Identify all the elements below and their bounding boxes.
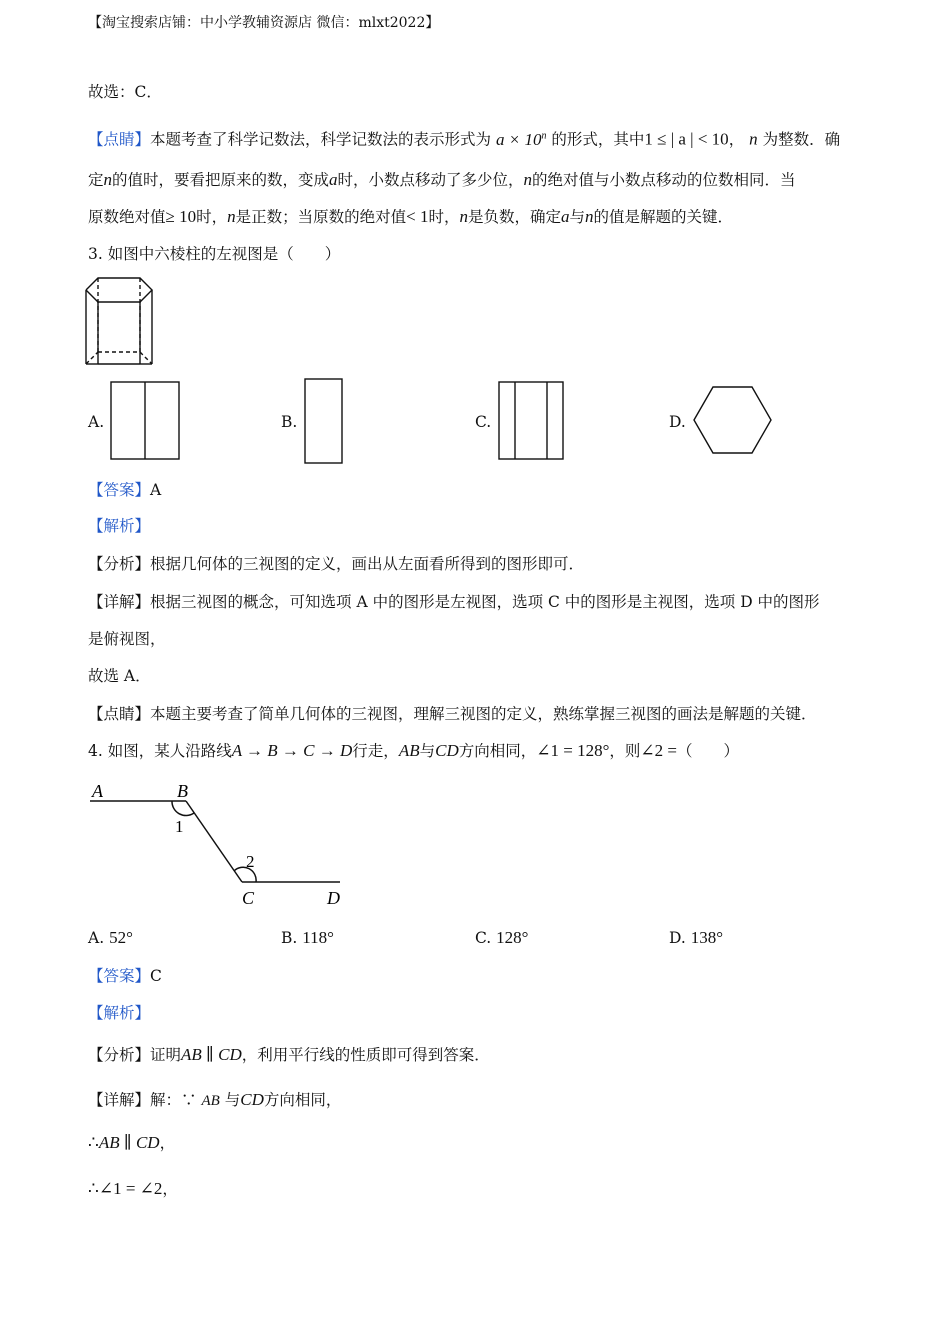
q3-option-b-label: B. (281, 413, 298, 431)
answer-tag: 【答案】 (88, 481, 151, 499)
q2-comment-line1 (88, 126, 840, 150)
math-expr: < 1 (406, 207, 429, 226)
q4-option-c: C. 128° (475, 928, 529, 947)
text: 根据三视图的概念，可知选项 A 中的图形是左视图，选项 C 中的图形是主视图，选项 D 中的图形 (150, 593, 820, 611)
text: 根据几何体的三视图的定义，画出从左面看所得到的图形即可． (150, 555, 585, 573)
text: 4. 如图，某人沿路线 (88, 742, 232, 760)
answer-value: C (150, 967, 162, 985)
math-expr: ∠1 = ∠2 (98, 1179, 163, 1198)
text: 的值是解题的关键． (593, 208, 734, 226)
math-var: n (227, 207, 236, 226)
text: 的绝对值与小数点移动的位数相同．当 (532, 171, 796, 189)
label-angle-2: 2 (246, 852, 255, 871)
math-expr: AB ∥ CD (98, 1133, 160, 1152)
q3-option-a-label: A. (88, 413, 105, 431)
q4-option-b: B. 118° (281, 928, 334, 947)
q2-comment-line3 (88, 207, 733, 227)
page-header: 【淘宝搜索店铺：中小学教辅资源店 微信：mlxt2022】 (88, 15, 440, 31)
text: 本题考查了科学记数法，科学记数法的表示形式为 (150, 130, 492, 149)
q3-title: 3. 如图中六棱柱的左视图是（ ） (88, 245, 341, 263)
text: 方向相同， (458, 742, 537, 760)
q3-detail-line2: 是俯视图， (88, 630, 166, 648)
math-expr: ∠2 = (640, 741, 677, 760)
text: 为整数．确 (762, 130, 841, 149)
text: 与 (224, 1091, 241, 1109)
text: 时， (428, 208, 460, 226)
text: ， (162, 1180, 178, 1198)
q3-option-c-figure (498, 381, 566, 461)
text: 是正数；当原数的绝对值 (235, 208, 407, 226)
text: 原数绝对值 (88, 208, 166, 226)
label-c: C (242, 888, 255, 908)
comment-tag: 【点睛】 (88, 130, 151, 149)
q3-choice: 故选 A． (88, 667, 151, 685)
q4-title (88, 741, 739, 761)
text: 与 (569, 208, 586, 226)
q3-detail-line1 (88, 592, 820, 612)
label-angle-1: 1 (175, 817, 184, 836)
math-route: A → B → C → D (231, 741, 353, 760)
therefore-symbol: ∴ (88, 1179, 99, 1198)
text: 解：∵ (150, 1091, 197, 1109)
text: 证明 (150, 1046, 182, 1064)
label-d: D (327, 888, 340, 908)
text: 的形式，其中 (551, 130, 645, 149)
math-var: n (749, 129, 758, 149)
label-b: B (177, 781, 188, 801)
math-var: a (329, 170, 338, 189)
q3-option-a-figure (110, 381, 182, 461)
fenxi-tag: 【分析】 (88, 555, 151, 573)
math-range: 1 ≤ | a | < 10 (644, 129, 729, 149)
detail-tag: 【详解】 (88, 593, 151, 611)
q4-fenxi (88, 1045, 490, 1065)
text: ， (159, 1134, 176, 1152)
detail-tag: 【详解】 (88, 1091, 151, 1109)
answer-value: A (150, 481, 162, 499)
fenxi-tag: 【分析】 (88, 1046, 151, 1064)
q3-fenxi (88, 554, 584, 574)
q4-answer (88, 966, 162, 986)
text: 行走， (352, 742, 399, 760)
q4-option-a: A. 52° (88, 928, 133, 947)
q3-option-c-label: C. (475, 413, 492, 431)
text: 定 (88, 171, 104, 189)
q3-option-d-figure (692, 385, 774, 457)
math-var: CD (435, 741, 459, 760)
q4-step1 (88, 1133, 175, 1153)
math-expr: ≥ 10 (165, 207, 197, 226)
math-var: n (585, 207, 594, 226)
q3-option-b-figure (304, 378, 344, 466)
q4-detail (88, 1090, 341, 1111)
comment-tag: 【点睛】 (88, 705, 151, 723)
math-var: a (561, 207, 570, 226)
text: ，则 (609, 742, 641, 760)
math-expr: AB ∥ CD (181, 1045, 242, 1064)
q4-option-d: D. 138° (669, 928, 724, 947)
text: ， (728, 130, 745, 149)
q2-choice: 故选：C． (88, 83, 162, 101)
q3-option-d-label: D. (669, 413, 686, 431)
math-var: AB (398, 741, 420, 760)
text: 本题主要考查了简单几何体的三视图，理解三视图的定义，熟练掌握三视图的画法是解题的关键． (150, 705, 817, 723)
q2-comment-line2 (88, 170, 796, 190)
text: ，利用平行线的性质即可得到答案． (241, 1046, 490, 1064)
math-var: AB (201, 1093, 220, 1109)
route-figure (84, 776, 354, 912)
q3-analysis-tag: 【解析】 (88, 517, 151, 535)
q4-analysis-tag: 【解析】 (88, 1004, 151, 1022)
text: 是负数，确定 (468, 208, 562, 226)
hexagonal-prism-figure (84, 272, 156, 370)
q3-answer (88, 480, 161, 500)
answer-tag: 【答案】 (88, 967, 151, 985)
math-var: CD (240, 1090, 264, 1109)
text: 与 (419, 742, 436, 760)
label-a: A (92, 781, 103, 801)
text: 的值时，要看把原来的数，变成 (112, 171, 330, 189)
q4-step2 (88, 1179, 178, 1199)
math-var: n (459, 207, 468, 226)
math-expr: $a \times 10^n$ (495, 129, 547, 149)
math-expr: ∠1 = 128° (536, 741, 610, 760)
text: 时， (196, 208, 228, 226)
text: （ ） (677, 742, 740, 760)
math-var: n (523, 170, 533, 189)
q3-comment (88, 704, 817, 724)
math-var: n (103, 170, 113, 189)
text: 方向相同， (263, 1091, 342, 1109)
text: 时，小数点移动了多少位， (337, 171, 524, 189)
therefore-symbol: ∴ (88, 1133, 99, 1152)
